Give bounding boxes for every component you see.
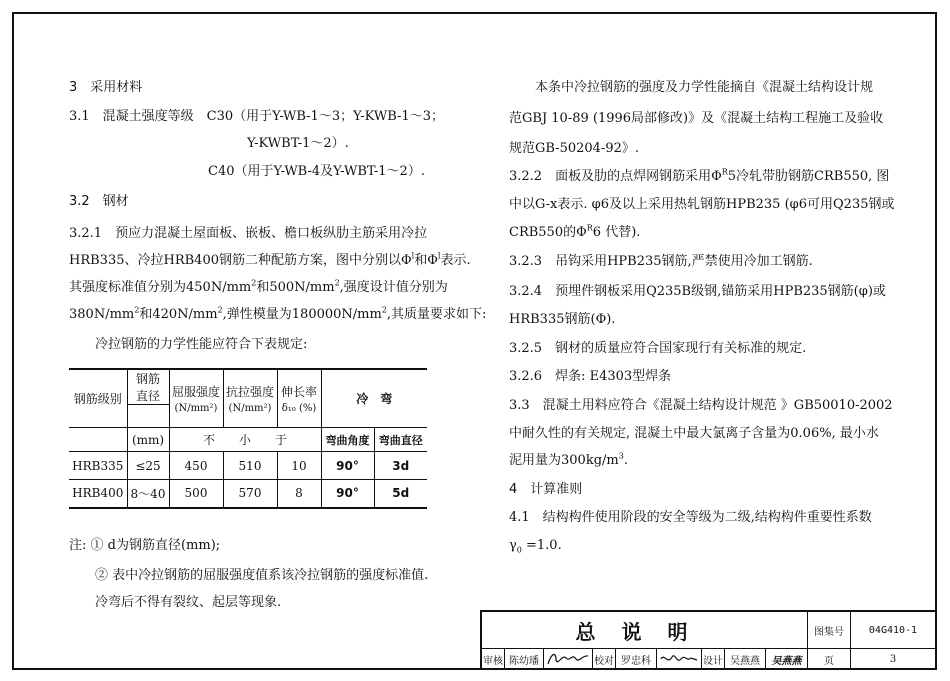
mechanical-properties-table [69, 368, 427, 509]
header-grade: 钢筋级别 [69, 369, 127, 428]
table-intro: 冷拉钢筋的力学性能应符合下表规定: [95, 337, 308, 352]
header-grade-cont [69, 428, 127, 452]
design-name: 吴燕燕 [725, 649, 766, 669]
section-3-heading: 3 采用材料 [69, 80, 143, 95]
atlas-number: 04G410-1 [868, 624, 918, 636]
check-signature [657, 649, 702, 669]
cell-diameter: ≤25 [127, 452, 169, 480]
concrete-grade-line-cont: Y-KWBT-1～2）. [247, 136, 349, 151]
cell-elongation: 8 [277, 480, 321, 508]
header-diameter: 钢筋 直径 [127, 369, 169, 405]
right-line-6: CRB550的$\Phi^R6$ 代替). [509, 223, 641, 240]
right-line-3: 规范GB-50204-92》. [509, 141, 639, 156]
table-header-row [69, 369, 427, 405]
cell-elongation: 10 [277, 452, 321, 480]
cell-diameter: 8～40 [127, 480, 169, 508]
check-label: 校对 [593, 649, 616, 669]
table-row [69, 452, 427, 480]
cell-grade: HRB400 [69, 480, 127, 508]
page-number: 3 [889, 653, 897, 665]
concrete-c40-line: C40（用于Y-WB-4及Y-WBT-1～2）. [208, 164, 425, 179]
header-unit: (mm) [127, 428, 169, 452]
right-line-9: HRB335钢筋(Φ). [509, 312, 616, 327]
review-signature [544, 649, 593, 669]
header-bend-angle: 弯曲角度 [321, 428, 374, 452]
page-label: 页 [808, 649, 851, 669]
cell-bend-angle: 90° [321, 452, 374, 480]
right-line-16: 4.1 结构构件使用阶段的安全等级为二级,结构构件重要性系数 [509, 510, 872, 525]
header-cold-bend: 冷 弯 [321, 369, 427, 428]
steel-line-4: $380N/mm^2$和$420N/mm^2$,弹性模量为$180000N/mm^2$,其质量要求如下: [69, 305, 487, 322]
steel-line-2: HRB335、冷拉HRB400钢筋二种配筋方案，图中分别以$\Phi^l$和$\Phi^l$表示. [69, 251, 471, 268]
note-3: 冷弯后不得有裂纹、起层等现象. [95, 595, 282, 610]
atlas-label: 图集号 [808, 612, 851, 648]
right-line-17: $\gamma_0 =1.0$. [509, 538, 562, 555]
right-line-7: 3.2.3 吊钩采用HPB235钢筋,严禁使用冷加工钢筋. [509, 254, 813, 269]
header-yield: 屈服强度 (N/mm²) [169, 369, 223, 428]
right-line-4: 3.2.2 面板及肋的点焊网钢筋采用$\Phi^R5$冷轧带肋钢筋CRB550, 图 [509, 167, 890, 184]
table-row [69, 480, 427, 508]
right-line-12: 3.3 混凝土用料应符合《混凝土结构设计规范 》GB50010-2002 [509, 398, 893, 413]
drawing-title: 总说明 [482, 612, 808, 648]
steel-line-1: 3.2.1 预应力混凝土屋面板、嵌板、檐口板纵肋主筋采用冷拉 [69, 226, 428, 241]
design-label: 设计 [702, 649, 725, 669]
review-name: 陈幼璠 [505, 649, 544, 669]
right-line-1: 本条中冷拉钢筋的强度及力学性能摘自《混凝土结构设计规 [535, 80, 874, 95]
note-2: ② 表中冷拉钢筋的屈服强度值系该冷拉钢筋的强度标准值. [95, 568, 429, 583]
header-elongation: 伸长率 δ₁₀ (%) [277, 369, 321, 428]
cell-tensile: 510 [223, 452, 277, 480]
right-line-14: 泥用量为$300kg/m^3$. [509, 451, 628, 468]
section-4-heading: 4 计算准则 [509, 482, 583, 497]
title-block [480, 610, 935, 669]
right-line-10: 3.2.5 钢材的质量应符合国家现行有关标准的规定. [509, 341, 807, 356]
section-3-2-heading: 3.2 钢材 [69, 194, 129, 209]
cell-grade: HRB335 [69, 452, 127, 480]
concrete-grade-line: 3.1 混凝土强度等级 C30（用于Y-WB-1～3；Y-KWB-1～3； [69, 109, 444, 124]
right-line-8: 3.2.4 预埋件钢板采用Q235B级钢,锚筋采用HPB235钢筋(φ)或 [509, 284, 886, 299]
design-signature: 吴燕燕 [766, 649, 808, 669]
cell-yield: 450 [169, 452, 223, 480]
review-label: 审核 [482, 649, 505, 669]
cell-tensile: 570 [223, 480, 277, 508]
cell-yield: 500 [169, 480, 223, 508]
cell-bend-diameter: 5d [374, 480, 427, 508]
header-not-less-than: 不 小 于 [169, 428, 321, 452]
right-line-11: 3.2.6 焊条: E4303型焊条 [509, 369, 672, 384]
right-line-2: 范GBJ 10-89 (1996局部修改)》及《混凝土结构工程施工及验收 [509, 111, 884, 126]
check-name: 罗忠科 [616, 649, 657, 669]
steel-line-3: 其强度标准值分别为$450N/mm^2$和$500N/mm^2$,强度设计值分别为 [69, 278, 448, 295]
right-line-13: 中耐久性的有关规定, 混凝土中最大氯离子含量为0.06%, 最小水 [509, 426, 879, 441]
header-diameter-cont [127, 405, 169, 428]
header-bend-diameter: 弯曲直径 [374, 428, 427, 452]
right-line-5: 中以G-x表示. φ6及以上采用热轧钢筋HPB235 (φ6可用Q235钢或 [509, 197, 895, 212]
table-subheader-row [69, 428, 427, 452]
cell-bend-diameter: 3d [374, 452, 427, 480]
header-tensile: 抗拉强度 (N/mm²) [223, 369, 277, 428]
cell-bend-angle: 90° [321, 480, 374, 508]
note-1: 注: ① d为钢筋直径(mm); [69, 538, 221, 553]
